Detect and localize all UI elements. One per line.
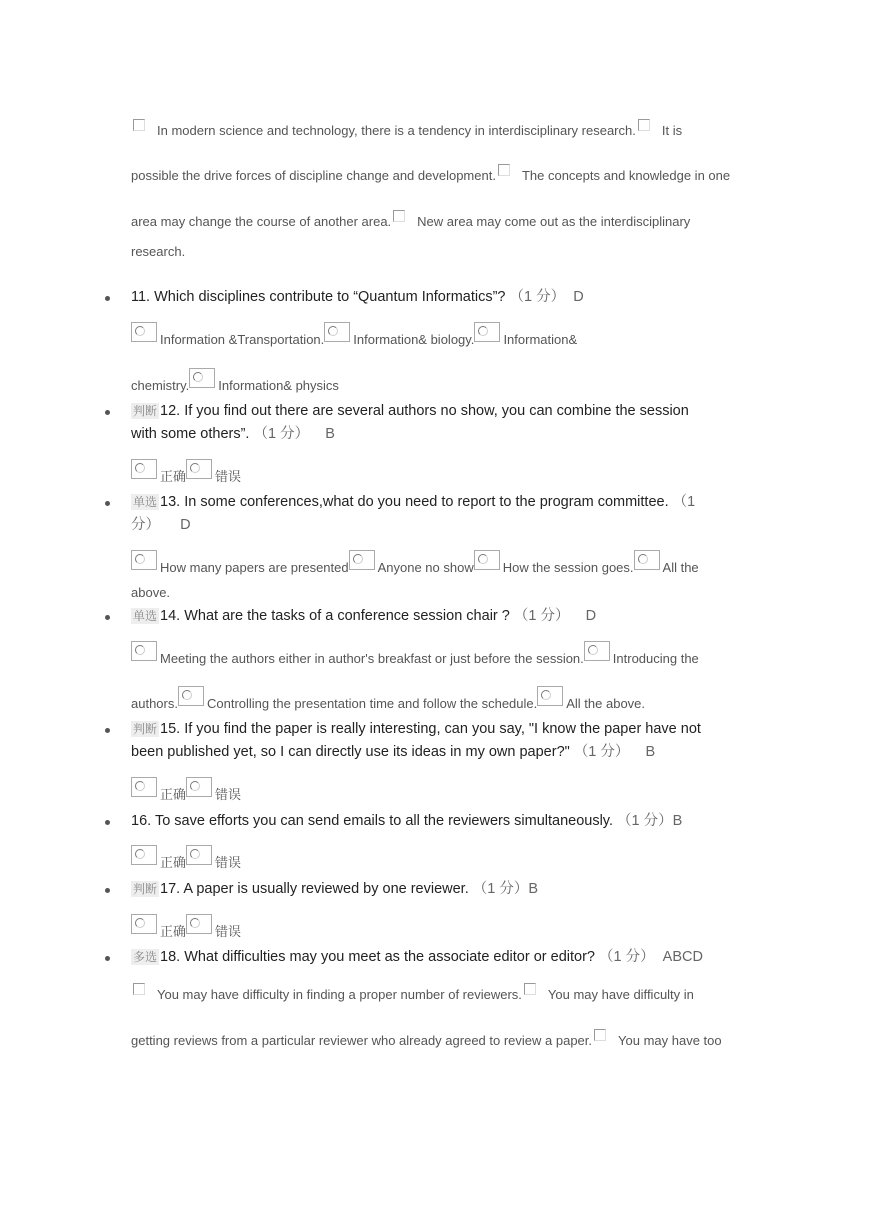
q15-option-false: 错误 xyxy=(215,787,242,802)
q10-option-b-start: It is xyxy=(661,123,683,138)
question-text: To save efforts you can send emails to all the reviewers simultaneously. xyxy=(154,813,613,829)
question-number: 11. xyxy=(131,289,151,305)
question-answer: B xyxy=(672,813,683,829)
checkbox-q10-c[interactable] xyxy=(498,164,510,176)
q11-option-c-start: Information& xyxy=(503,332,578,347)
bullet xyxy=(105,728,110,733)
bullet xyxy=(105,410,110,415)
question-answer: B xyxy=(528,881,539,897)
question-16 xyxy=(131,813,682,829)
q10-options-line-2 xyxy=(131,164,730,184)
question-text: In some conferences,what do you need to report to the program committee. xyxy=(184,494,669,510)
question-number: 17. xyxy=(160,881,181,897)
question-text-line-2: been published yet, so I can directly use its ideas in my own paper?" xyxy=(131,744,570,760)
question-score: （1 分） xyxy=(472,881,529,897)
radio-q11-d[interactable] xyxy=(189,368,215,388)
question-type-tag: 判断 xyxy=(133,882,158,896)
q11-options-line-2 xyxy=(131,368,339,394)
q18-options-line-1 xyxy=(131,983,694,1003)
q10-option-a: In modern science and technology, there is a tendency in interdisciplinary research. xyxy=(157,123,636,138)
checkbox-q10-d[interactable] xyxy=(393,210,405,222)
q11-options-line-1 xyxy=(131,322,577,348)
question-number: 18. xyxy=(160,949,181,965)
q17-option-true: 正确 xyxy=(160,924,187,939)
bullet xyxy=(105,888,110,893)
q16-option-false: 错误 xyxy=(215,855,242,870)
q13-options-line-2 xyxy=(131,585,170,601)
radio-q17-false[interactable] xyxy=(186,914,212,934)
checkbox-q18-a[interactable] xyxy=(133,983,145,995)
bullet xyxy=(105,501,110,506)
question-18 xyxy=(131,949,703,965)
question-type-tag: 多选 xyxy=(133,950,158,964)
question-score-end: 分） xyxy=(131,517,160,533)
q18-option-b-end: getting reviews from a particular reviewer who already agreed to review a paper. xyxy=(131,1033,593,1048)
q13-option-c: How the session goes. xyxy=(502,560,634,575)
q12-option-true: 正确 xyxy=(160,469,187,484)
q15-options xyxy=(131,777,241,803)
q14-option-c: Controlling the presentation time and follow the schedule. xyxy=(206,696,538,711)
radio-q11-a[interactable] xyxy=(131,322,157,342)
radio-q13-d[interactable] xyxy=(634,550,660,570)
radio-q14-b[interactable] xyxy=(584,641,610,661)
q14-options-line-2 xyxy=(131,686,645,712)
q17-option-false: 错误 xyxy=(215,924,242,939)
question-number: 16. xyxy=(131,813,152,829)
radio-q15-true[interactable] xyxy=(131,777,157,797)
q18-option-a: You may have difficulty in finding a proper number of reviewers. xyxy=(157,987,522,1002)
question-answer: ABCD xyxy=(662,949,703,965)
q16-options xyxy=(131,845,241,871)
radio-q14-a[interactable] xyxy=(131,641,157,661)
question-text-line-1: If you find the paper is really interesting, can you say, "I know the paper have not xyxy=(184,721,701,737)
checkbox-q10-b[interactable] xyxy=(638,119,650,131)
question-answer: B xyxy=(325,426,335,442)
bullet xyxy=(105,820,110,825)
question-type-tag: 单选 xyxy=(133,609,158,623)
question-text: A paper is usually reviewed by one reviewer. xyxy=(183,881,469,897)
radio-q12-true[interactable] xyxy=(131,459,157,479)
question-score: （1 分） xyxy=(509,289,566,305)
q10-options-line-3 xyxy=(131,210,690,230)
q11-option-b: Information& biology. xyxy=(353,332,475,347)
bullet xyxy=(105,615,110,620)
question-12 xyxy=(131,403,689,419)
q14-option-b-start: Introducing the xyxy=(612,651,699,666)
question-12-line-2 xyxy=(131,426,335,442)
radio-q15-false[interactable] xyxy=(186,777,212,797)
q11-option-c-end: chemistry. xyxy=(131,378,190,393)
question-number: 13. xyxy=(160,494,181,510)
q13-option-a: How many papers are presented xyxy=(160,560,349,575)
question-score: （1 分） xyxy=(599,949,655,965)
question-text-line-1: If you find out there are several authors no show, you can combine the session xyxy=(184,403,689,419)
q10-option-d-end: research. xyxy=(131,244,186,259)
radio-q11-c[interactable] xyxy=(474,322,500,342)
q14-option-b-end: authors. xyxy=(131,696,178,711)
question-answer: D xyxy=(180,517,191,533)
question-14 xyxy=(131,608,596,624)
question-score: （1 分） xyxy=(253,426,310,442)
question-type-tag: 单选 xyxy=(133,495,158,509)
bullet xyxy=(105,956,110,961)
q13-option-d-end: above. xyxy=(131,585,171,600)
question-text: What are the tasks of a conference session chair ? xyxy=(184,608,510,624)
q10-option-d-start: New area may come out as the interdisciplinary xyxy=(417,214,691,229)
question-number: 14. xyxy=(160,608,181,624)
q13-option-b: Anyone no show xyxy=(377,560,474,575)
q15-option-true: 正确 xyxy=(160,787,187,802)
q10-options-line-4 xyxy=(131,244,185,260)
question-score: （1 分） xyxy=(513,608,570,624)
question-number: 12. xyxy=(160,403,181,419)
q14-option-d: All the above. xyxy=(566,696,646,711)
q11-option-a: Information &Transportation. xyxy=(160,332,325,347)
q10-option-b-end: possible the drive forces of discipline change and development. xyxy=(131,168,496,183)
radio-q14-d[interactable] xyxy=(537,686,563,706)
radio-q12-false[interactable] xyxy=(186,459,212,479)
question-11 xyxy=(131,289,584,305)
q12-options xyxy=(131,459,241,485)
question-text-line-2: with some others”. xyxy=(131,426,250,442)
question-answer: B xyxy=(645,744,656,760)
q16-option-true: 正确 xyxy=(160,855,187,870)
bullet xyxy=(105,296,110,301)
q12-option-false: 错误 xyxy=(215,469,242,484)
checkbox-q18-b[interactable] xyxy=(524,983,536,995)
question-text: What difficulties may you meet as the associate editor or editor? xyxy=(184,949,595,965)
question-score: （1 分） xyxy=(617,813,673,829)
question-type-tag: 判断 xyxy=(133,722,158,736)
question-15 xyxy=(131,721,701,737)
q11-option-d: Information& physics xyxy=(218,378,339,393)
q13-option-d-start: All the xyxy=(662,560,699,575)
radio-q16-false[interactable] xyxy=(186,845,212,865)
q10-option-c-start: The concepts and knowledge in one xyxy=(521,168,731,183)
q18-option-b-start: You may have difficulty in xyxy=(547,987,694,1002)
q18-option-c-start: You may have too xyxy=(618,1033,722,1048)
radio-q17-true[interactable] xyxy=(131,914,157,934)
radio-q16-true[interactable] xyxy=(131,845,157,865)
checkbox-q18-c[interactable] xyxy=(594,1029,606,1041)
question-number: 15. xyxy=(160,721,181,737)
q18-options-line-2 xyxy=(131,1029,722,1049)
checkbox-q10-a[interactable] xyxy=(133,119,145,131)
radio-q14-c[interactable] xyxy=(178,686,204,706)
question-answer: D xyxy=(573,289,584,305)
question-15-line-2 xyxy=(131,744,655,760)
radio-q13-c[interactable] xyxy=(474,550,500,570)
question-13-line-2 xyxy=(131,517,191,533)
q10-option-c-end: area may change the course of another area. xyxy=(131,214,392,229)
q17-options xyxy=(131,914,241,940)
question-13 xyxy=(131,494,695,510)
question-text: Which disciplines contribute to “Quantum Informatics”? xyxy=(154,289,506,305)
question-score-start: （1 xyxy=(672,494,696,510)
radio-q11-b[interactable] xyxy=(324,322,350,342)
q14-option-a: Meeting the authors either in author's breakfast or just before the session. xyxy=(160,651,584,666)
q14-options-line-1 xyxy=(131,641,699,667)
question-score: （1 分） xyxy=(573,744,630,760)
radio-q13-a[interactable] xyxy=(131,550,157,570)
radio-q13-b[interactable] xyxy=(349,550,375,570)
question-answer: D xyxy=(585,608,597,624)
q10-options-line-1 xyxy=(131,119,682,139)
q13-options-line-1 xyxy=(131,550,699,576)
question-17 xyxy=(131,881,538,897)
question-type-tag: 判断 xyxy=(133,404,158,418)
